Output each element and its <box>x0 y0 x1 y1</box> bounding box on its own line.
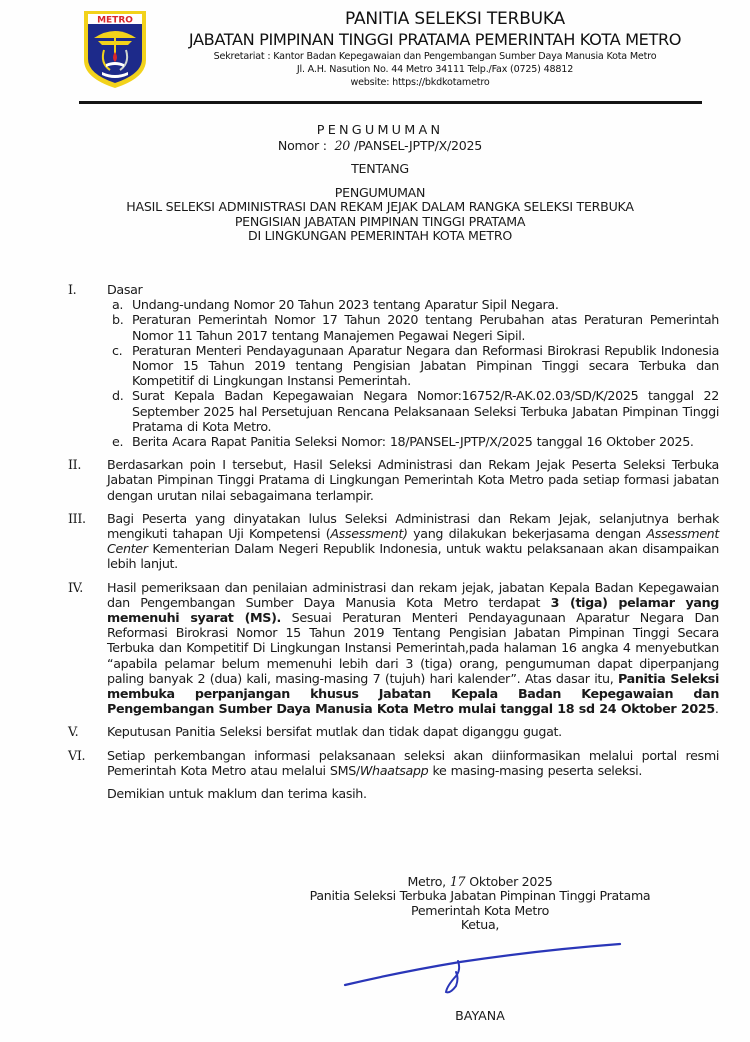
letterhead-subtitle: JABATAN PIMPINAN TINGGI PRATAMA PEMERINTAH KOTA METRO <box>188 30 682 49</box>
section-text: Bagi Peserta yang dinyatakan lulus Seleksi Administrasi dan Rekam Jejak, selanjutnya berhak mengikuti tahapan Uji Kompetensi (Assessment) yang dilakukan bekerjasama dengan Assessment Center Kementerian Dalam Negeri Republik Indonesia, untuk waktu pelaksanaan akan disampaikan lebih lanjut. <box>107 510 719 572</box>
sign-org-line-2: Pemerintah Kota Metro <box>410 902 550 918</box>
document-title-block <box>80 124 680 244</box>
subject-line-4: DI LINGKUNGAN PEMERINTAH KOTA METRO <box>248 228 512 243</box>
section-number: VI. <box>68 747 86 763</box>
letterhead-divider <box>79 101 702 104</box>
section-uji-kompetensi <box>66 511 719 572</box>
section-text: Hasil pemeriksaan dan penilaian administrasi dan rekam jejak, jabatan Kepala Badan Kepegawaian dan Pengembangan Sumber Daya Manusia Kota Metro terdapat 3 (tiga) pelamar yang memenuhi syarat (MS). Sesuai Peraturan Menteri Pendayagunaan Aparatur Negara Dan Reformasi Birokrasi Nomor 15 Tahun 2019 Tentang Pengisian Jabatan Pimpinan Tinggi Secara Terbuka dan Kompetitif Di Lingkungan Instansi Pemerintah,pada halaman 16 angka 4 menyebutkan “apabila pelamar belum memenuhi lebih dari 3 (tiga) orang, pengumuman dapat diperpanjang paling banyak 2 (dua) kali, masing-masing 7 (tujuh) hari kalender”. Atas dasar itu, Panitia Seleksi membuka perpanjangan khusus Jabatan Kepala Badan Kepegawaian dan Pengembangan Sumber Daya Manusia Kota Metro mulai tanggal 18 sd 24 Oktober 2025. <box>107 579 720 717</box>
subject-line-3: PENGISIAN JABATAN PIMPINAN TINGGI PRATAMA <box>234 213 526 229</box>
subject-line-2: HASIL SELEKSI ADMINISTRASI DAN REKAM JEJAK DALAM RANGKA SELEKSI TERBUKA <box>126 199 634 214</box>
sign-date: Metro, 17 Oktober 2025 <box>407 874 553 889</box>
section-number: IV. <box>68 579 83 595</box>
section-number: III. <box>68 510 86 526</box>
subject-line-1: PENGUMUMAN <box>334 184 426 200</box>
section-hasil <box>66 457 719 503</box>
letterhead-title: PANITIA SELEKSI TERBUKA <box>345 9 565 29</box>
letterhead-secretariat: Sekretariat : Kantor Badan Kepegawaian dan Pengembangan Sumber Daya Manusia Kota Metro <box>213 51 657 62</box>
section-text: Setiap perkembangan informasi pelaksanaan seleksi akan diinformasikan melalui portal resmi Pemerintah Kota Metro atau melalui SMS/Whaatsapp ke masing-masing peserta seleksi. <box>107 747 719 778</box>
letterhead-website: website: https://bkdkotametro <box>350 77 490 88</box>
nomor-number: 20 <box>334 137 350 153</box>
section-number: V. <box>68 724 79 740</box>
section-informasi <box>66 748 719 778</box>
closing-remark: Demikian untuk maklum dan terima kasih. <box>107 786 367 802</box>
sign-org-line-1: Panitia Seleksi Terbuka Jabatan Pimpinan Tinggi Pratama <box>309 888 651 904</box>
section-text: Keputusan Panitia Seleksi bersifat mutlak dan tidak dapat diganggu gugat. <box>107 724 562 740</box>
list-item: b. Peraturan Pemerintah Nomor 17 Tahun 2020 tentang Perubahan atas Peraturan Pemerintah Nomor 11 Tahun 2017 tentang Manajemen Pegawai Negeri Sipil. <box>112 312 719 343</box>
sign-role: Ketua, <box>460 916 500 932</box>
section-heading: Dasar <box>107 282 143 297</box>
section-keputusan <box>66 724 719 739</box>
tentang-label: TENTANG <box>351 161 409 176</box>
letterhead <box>155 8 715 89</box>
list-item: e. Berita Acara Rapat Panitia Seleksi Nomor: 18/PANSEL-JPTP/X/2025 tanggal 16 Oktober 2025. <box>112 434 694 450</box>
nomor-suffix: /PANSEL-JPTP/X/2025 <box>354 137 483 153</box>
list-item: c. Peraturan Menteri Pendayagunaan Aparatur Negara dan Reformasi Birokrasi Republik Indonesia Nomor 15 Tahun 2019 tentang Pengisian Jabatan Pimpinan Tinggi secara Terbuka dan Kompetitif di Lingkungan Instansi Pemerintah. <box>112 342 719 389</box>
document-heading: PENGUMUMAN <box>316 123 444 138</box>
section-dasar <box>66 282 719 449</box>
signature-block <box>280 875 680 932</box>
section-perpanjangan <box>66 580 719 717</box>
logo-text: METRO <box>97 15 133 26</box>
document-body <box>66 282 719 801</box>
section-number: I. <box>68 282 77 297</box>
letterhead-address: Jl. A.H. Nasution No. 44 Metro 34111 Telp./Fax (0725) 48812 <box>296 64 574 75</box>
handwritten-signature-icon <box>340 940 630 1000</box>
list-item: a. Undang-undang Nomor 20 Tahun 2023 tentang Aparatur Sipil Negara. <box>112 297 559 313</box>
section-text: Berdasarkan poin I tersebut, Hasil Seleksi Administrasi dan Rekam Jejak Peserta Seleksi Terbuka Jabatan Pimpinan Tinggi Pratama di Lingkungan Pemerintah Kota Metro pada setiap formasi jabatan dengan urutan nilai sebagaimana terlampir. <box>107 457 719 503</box>
nomor-label: Nomor : <box>277 137 327 153</box>
section-number: II. <box>68 457 82 473</box>
document-number <box>80 139 680 154</box>
list-item: d. Surat Kepala Badan Kepegawaian Negara Nomor:16752/R-AK.02.03/SD/K/2025 tanggal 22 September 2025 hal Persetujuan Rencana Pelaksanaan Seleksi Terbuka Jabatan Pimpinan Tinggi Pratama di Kota Metro. <box>112 388 719 434</box>
signatory-name: BAYANA <box>455 1008 505 1023</box>
